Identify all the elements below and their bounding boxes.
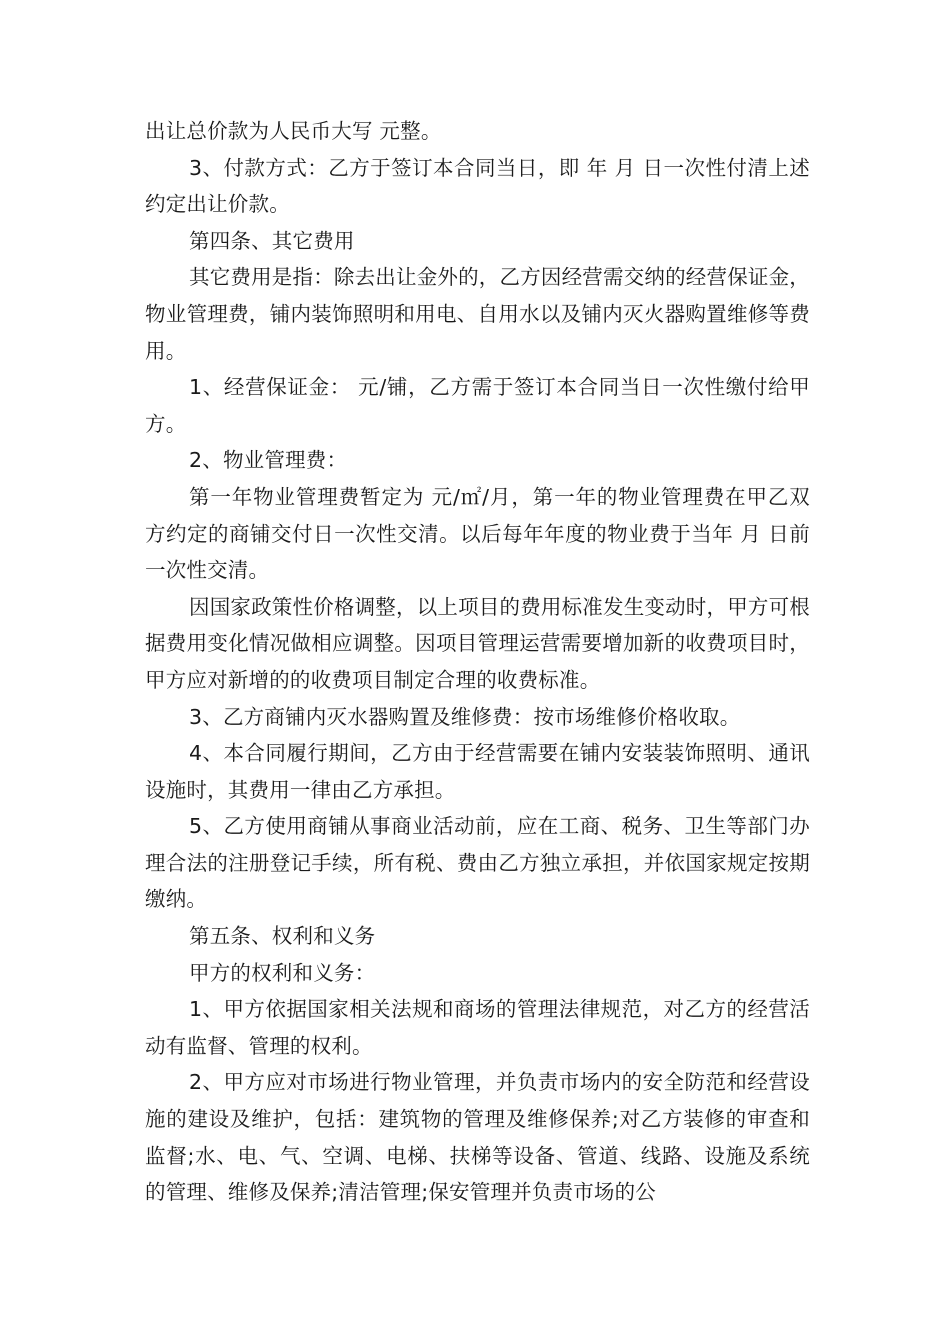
paragraph-6: 2、物业管理费： xyxy=(189,448,348,473)
paragraph-2: 3、付款方式：乙方于签订本合同当日，即 年 月 日一次性付清上述约定出让价款。 xyxy=(145,155,810,217)
paragraph-11: 5、乙方使用商铺从事商业活动前，应在工商、税务、卫生等部门办理合法的注册登记手续，所有税、费由乙方独立承担，并依国家规定按期缴纳。 xyxy=(145,814,810,912)
section-heading-5: 第五条、权利和义务 xyxy=(189,924,376,949)
paragraph-8: 因国家政策性价格调整，以上项目的费用标准发生变动时，甲方可根据费用变化情况做相应调整。因项目管理运营需要增加新的收费项目时，甲方应对新增的的收费项目制定合理的收费标准。 xyxy=(145,594,810,692)
paragraph-5: 1、经营保证金： 元/铺，乙方需于签订本合同当日一次性缴付给甲方。 xyxy=(145,375,810,436)
document-body xyxy=(145,113,810,1211)
paragraph-7: 第一年物业管理费暂定为 元/㎡/月，第一年的物业管理费在甲乙双方约定的商铺交付日一次性交清。以后每年年度的物业费于当年 月 日前一次性交清。 xyxy=(145,484,810,583)
paragraph-4: 其它费用是指：除去出让金外的，乙方因经营需交纳的经营保证金，物业管理费，铺内装饰照明和用电、自用水以及铺内灭火器购置维修等费用。 xyxy=(145,265,810,363)
section-heading-4: 第四条、其它费用 xyxy=(189,228,355,253)
paragraph-1: 出让总价款为人民币大写 元整。 xyxy=(145,119,442,143)
paragraph-15: 2、甲方应对市场进行物业管理，并负责市场内的安全防范和经营设施的建设及维护，包括：建筑物的管理及维修保养;对乙方装修的审查和监督;水、电、气、空调、电梯、扶梯等设备、管道、线路、设施及系统的管理、维修及保养;清洁管理;保安管理并负责市场的公 xyxy=(145,1070,810,1205)
paragraph-10: 4、本合同履行期间，乙方由于经营需要在铺内安装装饰照明、通讯设施时，其费用一律由乙方承担。 xyxy=(145,741,810,802)
paragraph-13: 甲方的权利和义务： xyxy=(189,960,376,985)
paragraph-9: 3、乙方商铺内灭水器购置及维修费：按市场维修价格收取。 xyxy=(189,704,741,729)
paragraph-14: 1、甲方依据国家相关法规和商场的管理法律规范，对乙方的经营活动有监督、管理的权利。 xyxy=(145,997,810,1058)
